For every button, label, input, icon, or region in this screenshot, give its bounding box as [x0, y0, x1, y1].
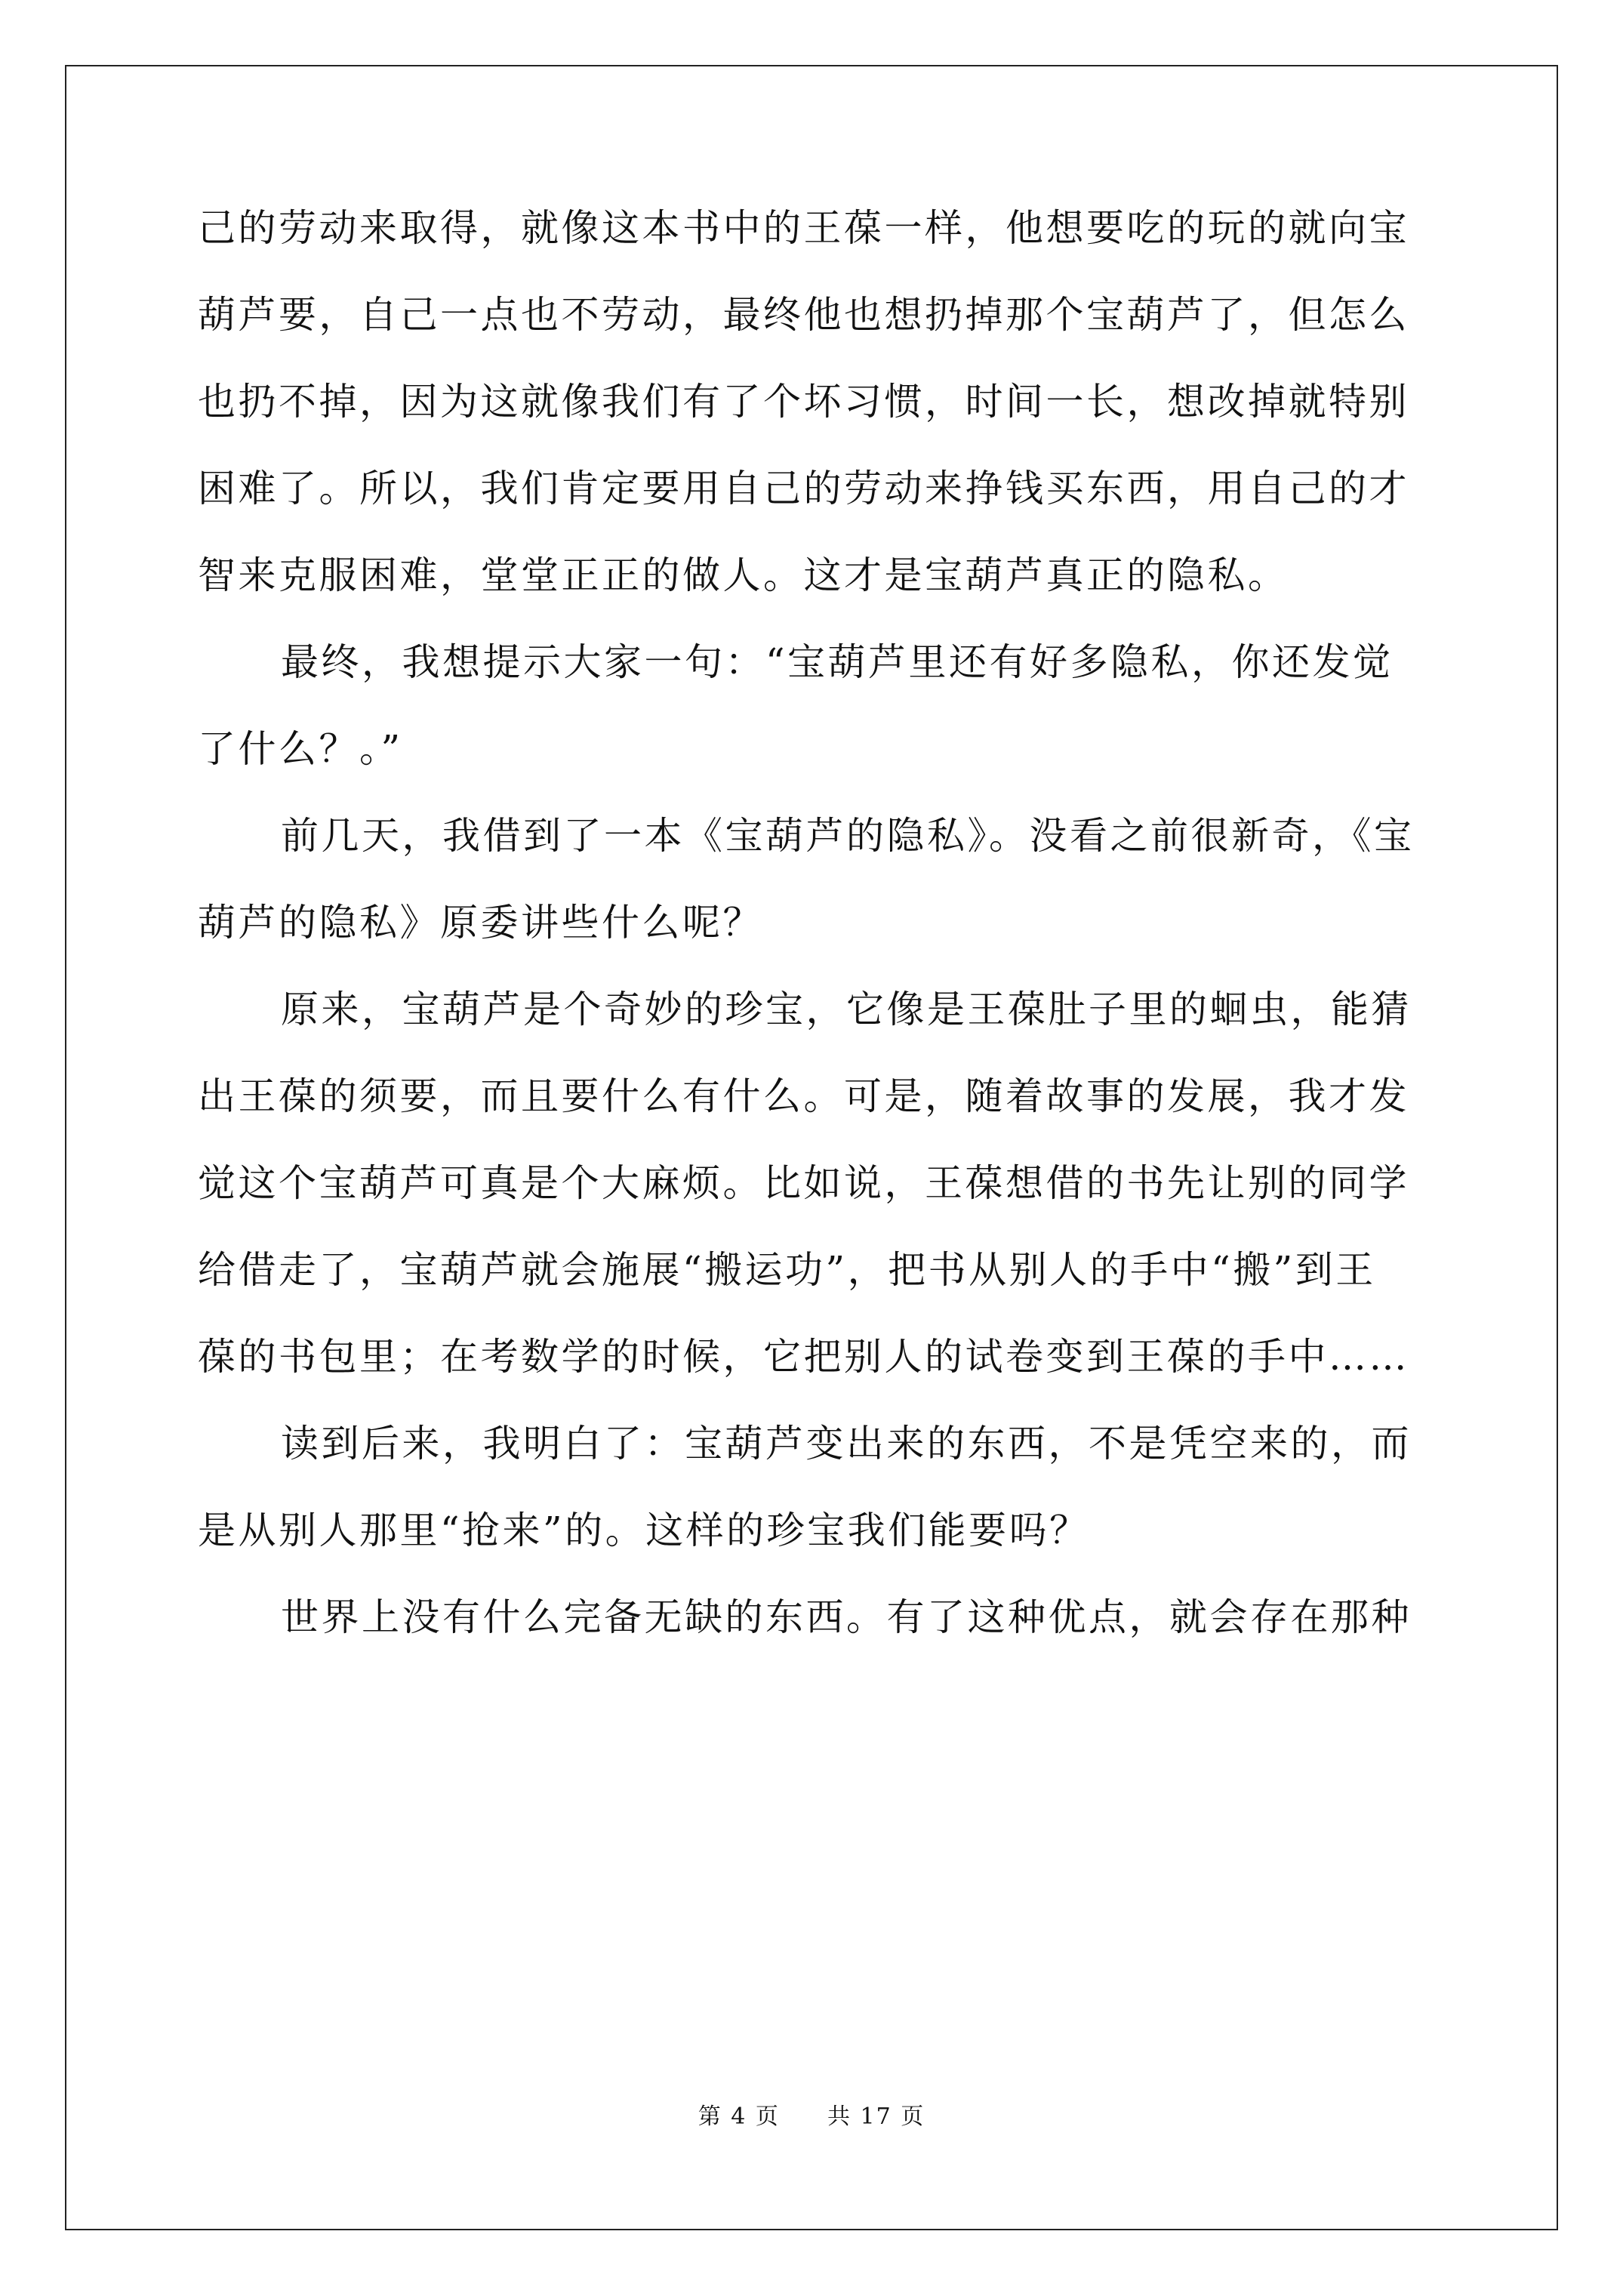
paragraph-start-line: 最终，我想提示大家一句：“宝葫芦里还有好多隐私，你还发觉	[281, 640, 1394, 684]
text-line: 葫芦的隐私》原委讲些什么呢？	[198, 901, 763, 945]
text-line: 了什么？。”	[198, 727, 403, 771]
text-line: 智来克服困难，堂堂正正的做人。这才是宝葫芦真正的隐私。	[198, 553, 1289, 597]
paragraph-start-line: 世界上没有什么完备无缺的东西。有了这种优点，就会存在那种	[281, 1595, 1412, 1639]
document-body	[198, 185, 1436, 1661]
text-line: 是从别人那里“抢来”的。这样的珍宝我们能要吗？	[198, 1509, 1090, 1552]
text-line: 困难了。所以，我们肯定要用自己的劳动来挣钱买东西，用自己的才	[198, 467, 1409, 510]
text-line: 葫芦要，自己一点也不劳动，最终他也想扔掉那个宝葫芦了，但怎么	[198, 293, 1409, 337]
text-line: 给借走了，宝葫芦就会施展“搬运功”，把书从别人的手中“搬”到王	[198, 1248, 1376, 1292]
text-line: 出王葆的须要，而且要什么有什么。可是，随着故事的发展，我才发	[198, 1074, 1409, 1118]
page-number: 第 4 页	[698, 2103, 780, 2130]
paragraph-start-line: 读到后来，我明白了：宝葫芦变出来的东西，不是凭空来的，而	[281, 1422, 1412, 1465]
paragraph-start-line: 前几天，我借到了一本《宝葫芦的隐私》。没看之前很新奇，《宝	[281, 814, 1415, 858]
page-footer	[0, 2097, 1623, 2131]
text-line: 觉这个宝葫芦可真是个大麻烦。比如说，王葆想借的书先让别的同学	[198, 1161, 1409, 1205]
page-total: 共 17 页	[827, 2103, 925, 2130]
paragraph-start-line: 原来，宝葫芦是个奇妙的珍宝，它像是王葆肚子里的蛔虫，能猜	[281, 988, 1412, 1031]
text-line: 己的劳动来取得，就像这本书中的王葆一样，他想要吃的玩的就向宝	[198, 206, 1409, 250]
text-line: 葆的书包里；在考数学的时候，它把别人的试卷变到王葆的手中……	[198, 1335, 1409, 1379]
text-line: 也扔不掉，因为这就像我们有了个坏习惯，时间一长，想改掉就特别	[198, 380, 1409, 424]
